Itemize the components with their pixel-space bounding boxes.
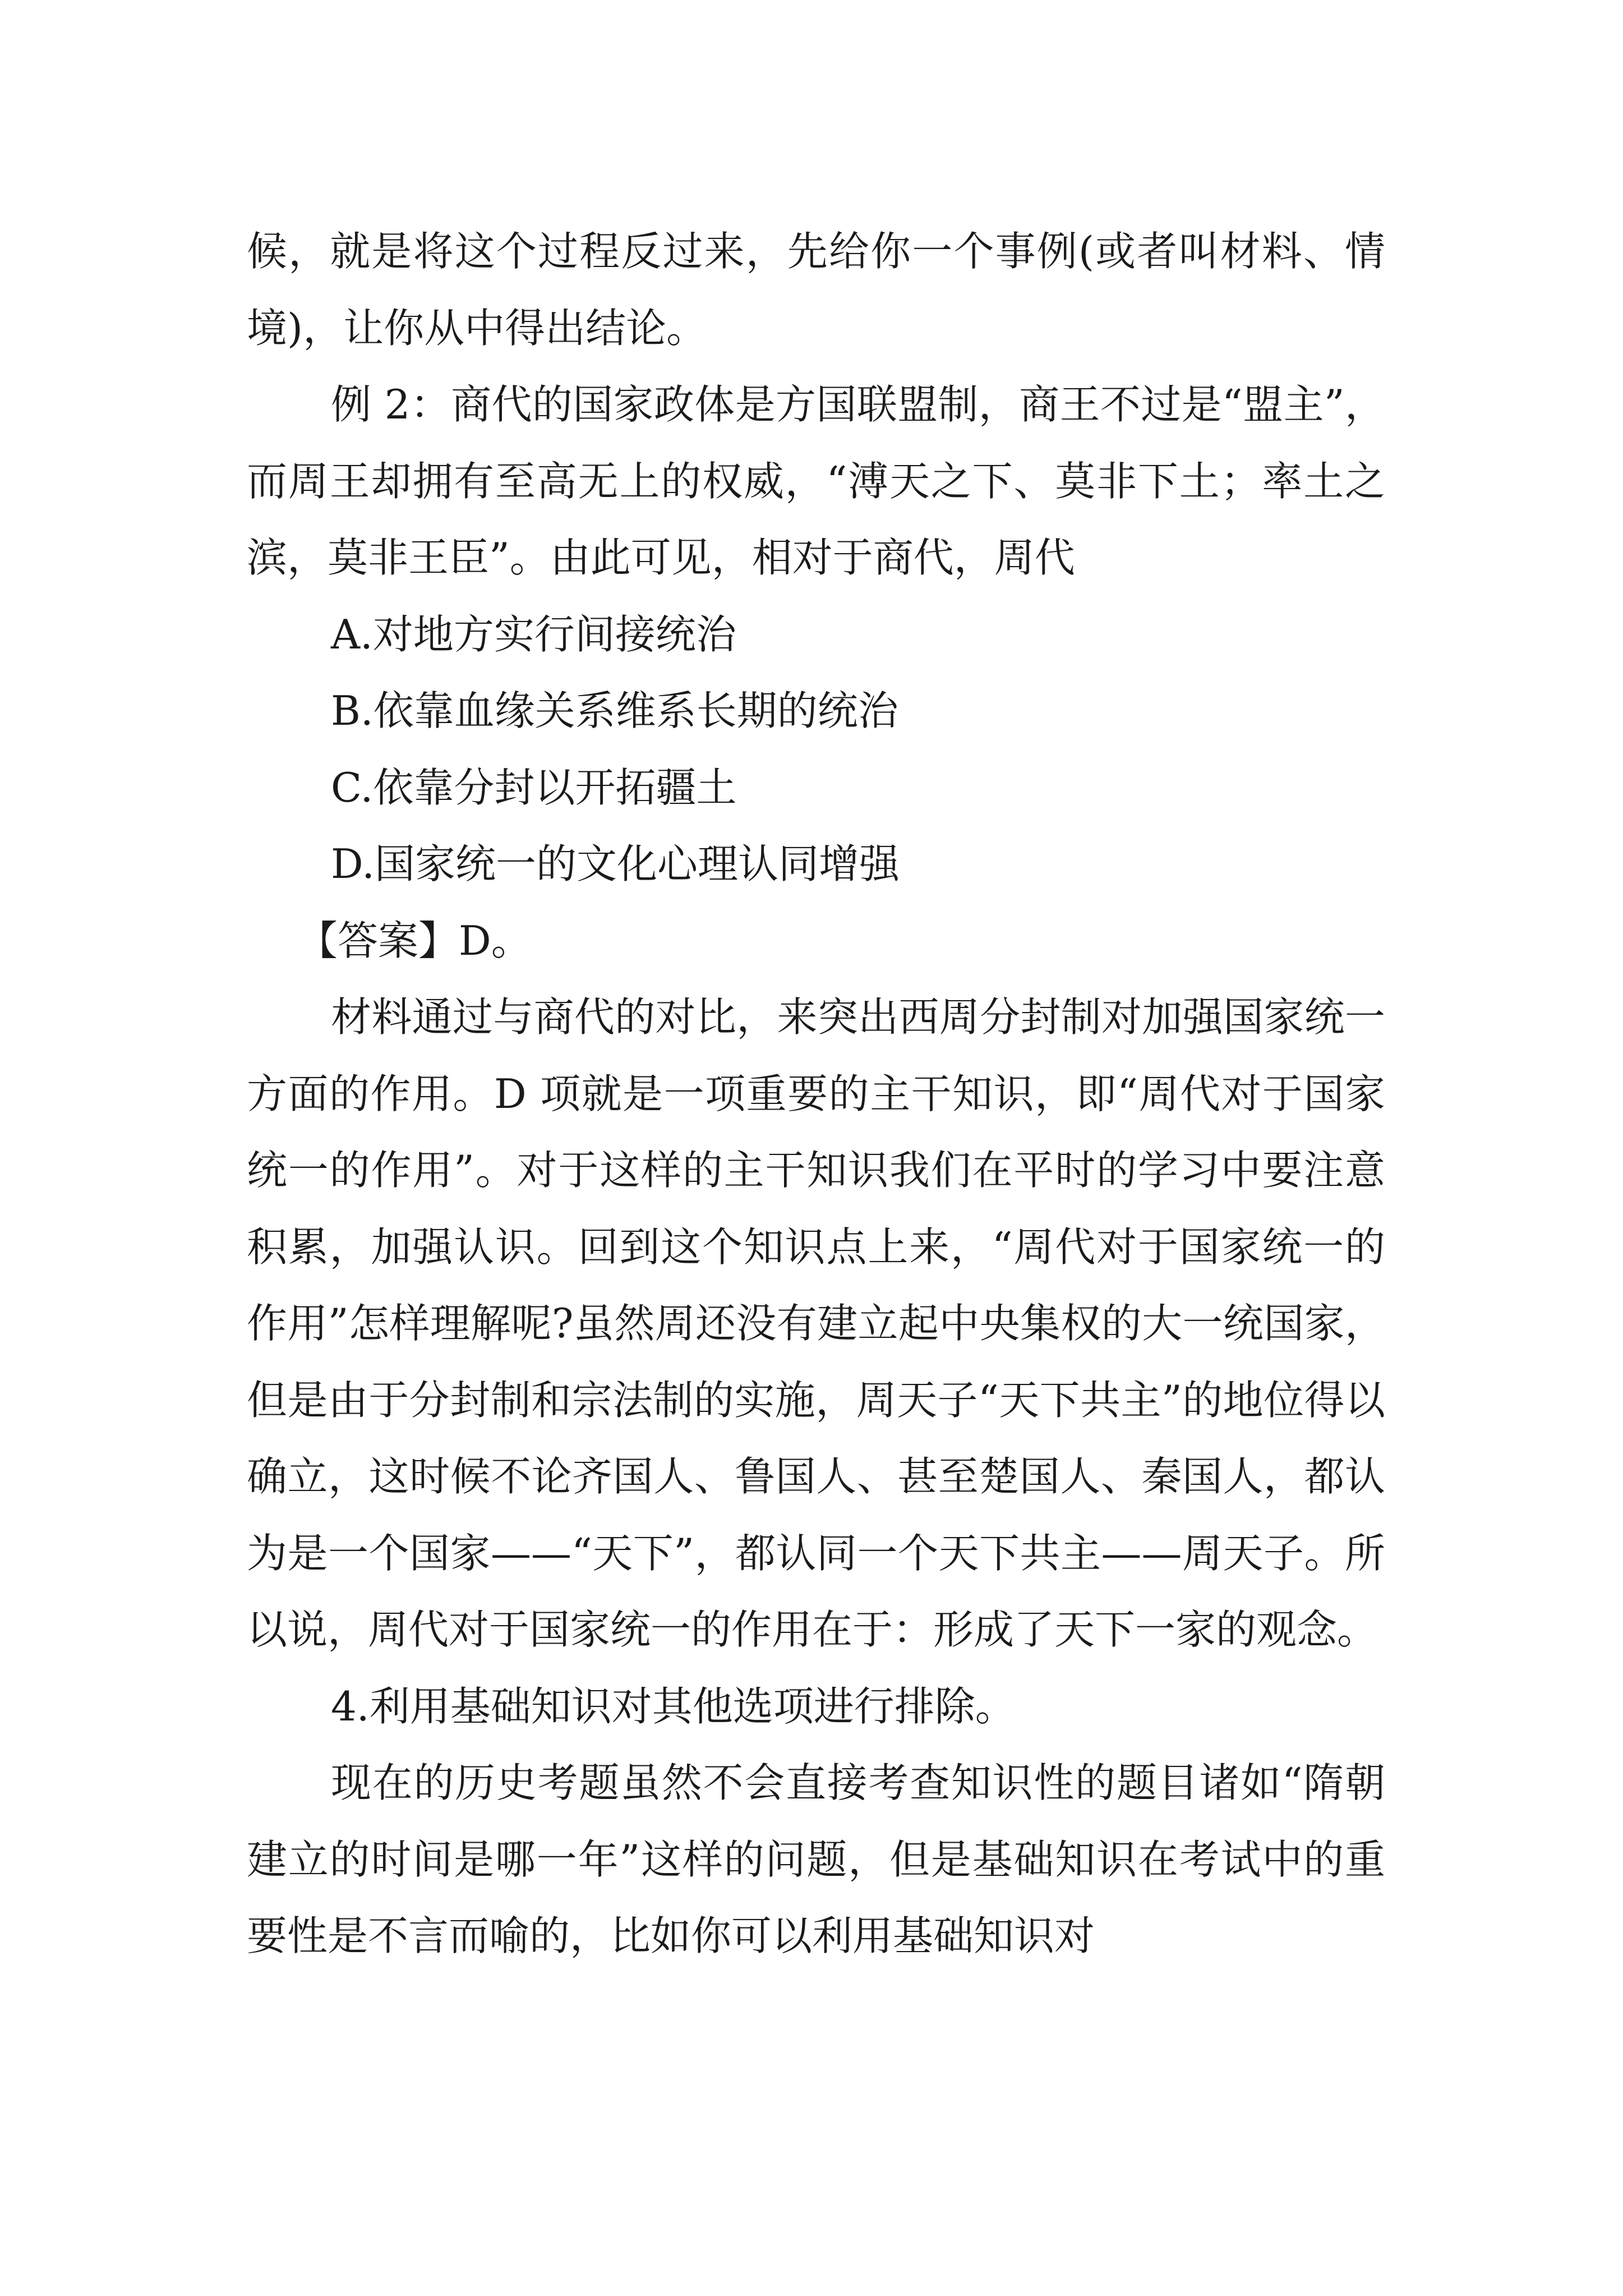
section-heading-4: 4.利用基础知识对其他选项进行排除。 bbox=[331, 1682, 1016, 1730]
paragraph-basic-knowledge: 现在的历史考题虽然不会直接考查知识性的题目诸如“隋朝建立的时间是哪一年”这样的问题，但是基础知识在考试中的重要性是不言而喻的，比如你可以利用基础知识对 bbox=[247, 1759, 1385, 1959]
answer-line: 【答案】D。 bbox=[297, 917, 532, 964]
paragraph-continuation: 候，就是将这个过程反过来，先给你一个事例(或者叫材料、情境)，让你从中得出结论。 bbox=[247, 228, 1385, 352]
option-c: C.依靠分封以开拓疆土 bbox=[331, 763, 737, 811]
option-d: D.国家统一的文化心理认同增强 bbox=[331, 840, 900, 887]
document-body bbox=[247, 213, 1385, 1975]
explanation-paragraph: 材料通过与商代的对比，来突出西周分封制对加强国家统一方面的作用。D 项就是一项重要的主干知识，即“周代对于国家统一的作用”。对于这样的主干知识我们在平时的学习中要注意积累，加强认识。回到这个知识点上来，“周代对于国家统一的作用”怎样理解呢?虽然周还没有建立起中央集权的大一统国家，但是由于分封制和宗法制的实施，周天子“天下共主”的地位得以确立，这时候不论齐国人、鲁国人、甚至楚国人、秦国人，都认为是一个国家——“天下”，都认同一个天下共主——周天子。所以说，周代对于国家统一的作用在于：形成了天下一家的观念。 bbox=[247, 993, 1385, 1653]
option-a: A.对地方实行间接统治 bbox=[331, 610, 736, 658]
example-question-stem: 例 2：商代的国家政体是方国联盟制，商王不过是“盟主”，而周王却拥有至高无上的权威，“溥天之下、莫非下土；率土之滨，莫非王臣”。由此可见，相对于商代，周代 bbox=[247, 381, 1385, 581]
option-b: B.依靠血缘关系维系长期的统治 bbox=[331, 687, 898, 734]
